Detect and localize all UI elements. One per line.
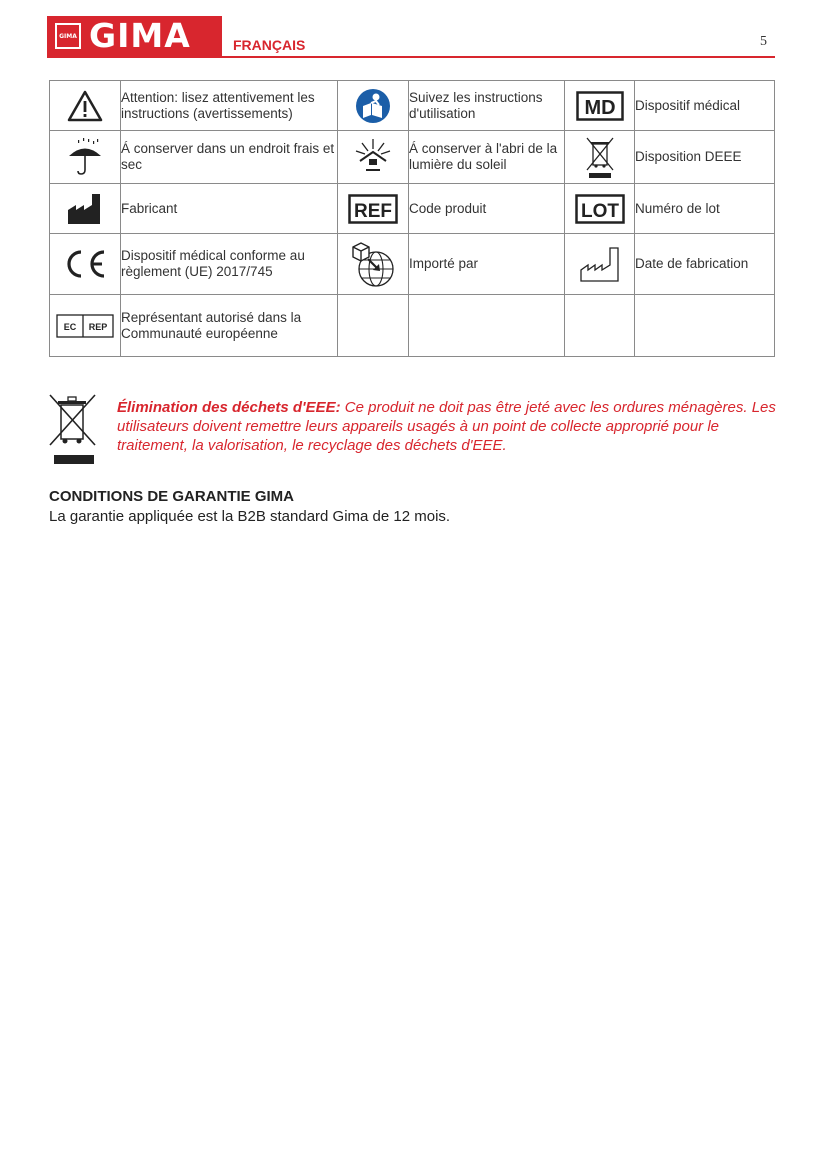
warranty-text: La garantie appliquée est la B2B standard Gima de 12 mois. — [49, 508, 451, 525]
svg-text:LOT: LOT — [580, 200, 619, 222]
svg-text:MD: MD — [583, 96, 616, 119]
symbol-cell — [565, 184, 635, 234]
umbrella-icon — [66, 137, 104, 177]
svg-text:REF: REF — [354, 200, 392, 222]
table-row — [50, 131, 775, 184]
table-row — [50, 81, 775, 131]
symbol-cell — [50, 81, 121, 131]
page-header — [47, 16, 775, 58]
symbol-cell — [565, 131, 635, 184]
symbol-description: Code produit — [409, 184, 565, 234]
header-rule — [47, 56, 775, 58]
weee-title: Élimination des déchets d'EEE: — [117, 399, 341, 416]
ref-label-icon — [348, 194, 398, 224]
symbol-description: Suivez les instructions d'utilisation — [409, 81, 565, 131]
symbol-description: Á conserver à l'abri de la lumière du soleil — [409, 131, 565, 184]
ec-rep-icon — [56, 314, 114, 338]
brand-name: GIMA — [89, 16, 191, 55]
symbol-cell — [50, 131, 121, 184]
gima-logo — [47, 16, 222, 56]
empty-cell — [409, 295, 565, 357]
symbol-cell — [50, 184, 121, 234]
weee-notice — [117, 398, 777, 455]
symbol-description: Dispositif médical conforme au règlement (UE) 2017/745 — [121, 234, 338, 295]
weee-bin-icon — [584, 135, 616, 179]
md-label-icon — [576, 91, 624, 121]
empty-cell — [338, 295, 409, 357]
svg-text:EC: EC — [63, 321, 77, 332]
language-label: FRANÇAIS — [233, 37, 306, 53]
empty-cell — [565, 295, 635, 357]
gima-seal-icon: GIMA — [55, 23, 81, 49]
symbol-cell — [338, 131, 409, 184]
svg-text:REP: REP — [88, 321, 108, 332]
page-number: 5 — [760, 34, 767, 49]
table-row — [50, 234, 775, 295]
symbol-description: Numéro de lot — [635, 184, 775, 234]
symbol-description: Fabricant — [121, 184, 338, 234]
svg-text:CE: CE — [62, 248, 64, 249]
warning-triangle-icon — [67, 90, 103, 122]
symbol-cell — [50, 234, 121, 295]
ce-mark-icon — [62, 248, 108, 280]
warranty-title: CONDITIONS DE GARANTIE GIMA — [49, 488, 295, 505]
symbol-cell — [565, 234, 635, 295]
sunlight-icon — [353, 137, 393, 177]
empty-cell — [635, 295, 775, 357]
symbol-description: Attention: lisez attentivement les instructions (avertissements) — [121, 81, 338, 131]
symbol-description: Disposition DEEE — [635, 131, 775, 184]
table-row — [50, 184, 775, 234]
symbol-description: Importé par — [409, 234, 565, 295]
manufacture-date-icon — [579, 245, 621, 283]
importer-globe-icon — [350, 239, 396, 289]
symbol-description: Á conserver dans un endroit frais et sec — [121, 131, 338, 184]
instructions-manual-icon — [355, 88, 391, 124]
symbol-cell — [338, 184, 409, 234]
lot-label-icon — [575, 194, 625, 224]
weee-body: Ce produit ne doit pas être jeté avec les ordures ménagères. Les utilisateurs doivent remettre leurs appareils usagés à un point de collecte approprié pour le traitement, la valorisation, le recyclage des déchets d'EEE. — [117, 399, 776, 454]
symbol-cell — [50, 295, 121, 357]
table-row — [50, 295, 775, 357]
manufacturer-icon — [65, 192, 105, 226]
symbol-cell — [338, 234, 409, 295]
symbol-cell — [338, 81, 409, 131]
symbol-description: Représentant autorisé dans la Communauté européenne — [121, 295, 338, 357]
symbol-cell — [565, 81, 635, 131]
weee-disposal-icon — [47, 393, 97, 465]
symbol-description: Date de fabrication — [635, 234, 775, 295]
symbol-description: Dispositif médical — [635, 81, 775, 131]
symbols-table — [49, 80, 775, 357]
